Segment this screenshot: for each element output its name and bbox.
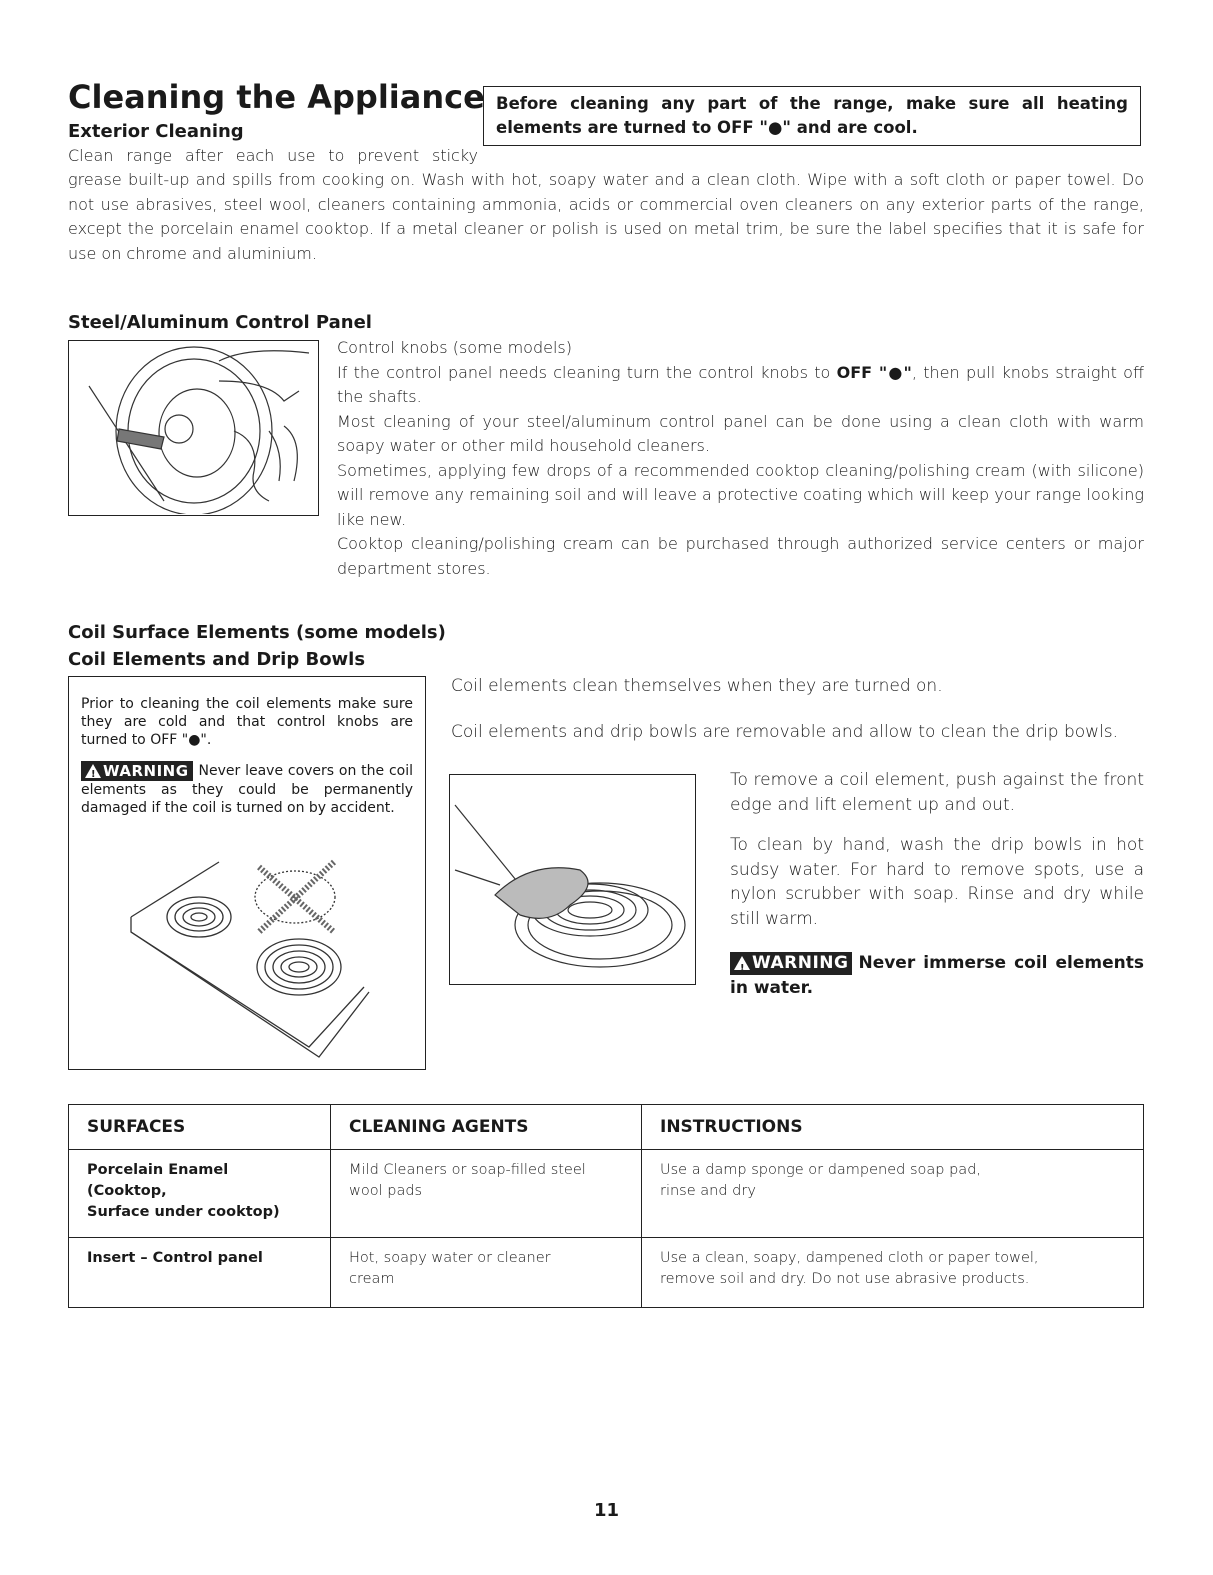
coil-p2: Coil elements and drip bowls are removable and allow to clean the drip bowls.: [451, 722, 1119, 742]
control-panel-p5: Cooktop cleaning/polishing cream can be purchased through authorized service centers or major department stores.: [337, 534, 1144, 578]
coil-warning2: [730, 951, 1144, 1000]
control-panel-p2: [337, 361, 1144, 410]
coil-box-warning: [81, 761, 413, 817]
off-label: OFF "●": [836, 362, 912, 382]
cell-surface: Insert – Control panel: [69, 1238, 331, 1308]
warning-triangle-icon: [85, 764, 101, 778]
table-row: [69, 1238, 1144, 1308]
drip-bowls-heading: Coil Elements and Drip Bowls: [68, 649, 366, 670]
coil-p3: To remove a coil element, push against the front edge and lift element up and out.: [730, 770, 1144, 815]
table-row: [69, 1150, 1144, 1238]
coil-removal-drawing: [450, 775, 694, 983]
coil-box-warning-text: Never leave covers on the coil elements as they could be permanently damaged if the coil is turned on by accident.: [81, 763, 413, 816]
control-panel-p3: Most cleaning of your steel/aluminum control panel can be done using a clean cloth with warm soapy water or other mild household cleaners.: [337, 411, 1144, 455]
coil-p4: To clean by hand, wash the drip bowls in hot sudsy water. For hard to remove spots, use a nylon scrubber with soap. Rinse and dry while still warm.: [730, 835, 1144, 929]
exterior-text: grease built-up and spills from cooking on. Wash with hot, soapy water and a clean cloth. Wipe with a soft cloth or paper towel. Do not use abrasives, steel wool, cleaners containing ammonia, acids or commercial oven cleaners on any exterior parts of the range, except the porcelain enamel cooktop. If a metal cleaner or polish is used on metal trim, be sure the label specifies that it is safe for use on chrome and aluminium.: [68, 170, 1144, 263]
control-panel-p4: Sometimes, applying few drops of a recommended cooktop cleaning/polishing cream (with silicone) will remove any remaining soil and will leave a protective coating which will keep your range looking like new.: [337, 460, 1144, 529]
header-instructions: INSTRUCTIONS: [642, 1105, 1144, 1150]
cleaning-table: [68, 1104, 1144, 1308]
prohibited-cover-icon: [259, 862, 334, 932]
coil-removal-illustration: [449, 774, 696, 985]
hand-icon: [495, 868, 588, 919]
safety-callout: Before cleaning any part of the range, make sure all heating elements are turned to OFF "●" and are cool.: [483, 86, 1141, 146]
cell-agent: Hot, soapy water or cleaner cream: [331, 1238, 642, 1308]
warning-badge: [81, 761, 193, 781]
coil-heading: Coil Surface Elements (some models): [68, 622, 446, 643]
header-cleaning-agents: CLEANING AGENTS: [331, 1105, 642, 1150]
warning-label-2: WARNING: [752, 952, 849, 973]
header-surfaces: SURFACES: [69, 1105, 331, 1150]
page-title: Cleaning the Appliance: [68, 78, 485, 116]
coil-box-text: Prior to cleaning the coil elements make sure they are cold and that control knobs are turned to OFF "●".: [81, 696, 413, 748]
coil-warning2-text: Never immerse coil elements in water.: [730, 953, 1144, 998]
cell-surface: Porcelain Enamel (Cooktop, Surface under cooktop): [69, 1150, 331, 1238]
cell-instruction: Use a clean, soapy, dampened cloth or paper towel, remove soil and dry. Do not use abrasive products.: [642, 1238, 1144, 1308]
cell-agent: Mild Cleaners or soap-filled steel wool pads: [331, 1150, 642, 1238]
exterior-cleaning-heading: Exterior Cleaning: [68, 121, 244, 142]
coil-element-2-icon: [257, 939, 341, 995]
warning-triangle-icon-2: [734, 956, 750, 970]
cell-instruction: Use a damp sponge or dampened soap pad, rinse and dry: [642, 1150, 1144, 1238]
exterior-text-line1: Clean range after each use to prevent sticky: [68, 146, 478, 165]
cooktop-coil-drawing: [119, 857, 419, 1062]
page-number: 11: [593, 1500, 620, 1521]
control-knob-illustration: [68, 340, 319, 516]
coil-element-1-icon: [167, 897, 231, 937]
control-panel-text: [337, 336, 1144, 581]
coil-p1: Coil elements clean themselves when they are turned on.: [451, 676, 943, 696]
control-panel-p1: Control knobs (some models): [337, 338, 572, 357]
p2-text-a: If the control panel needs cleaning turn the control knobs to: [337, 362, 837, 382]
coil-instructions: [730, 768, 1144, 1000]
knob-removal-drawing: [69, 341, 317, 514]
table-header-row: [69, 1105, 1144, 1150]
control-panel-heading: Steel/Aluminum Control Panel: [68, 312, 372, 333]
warning-badge-2: [730, 952, 852, 975]
coil-warning-box: [68, 676, 426, 1070]
warning-label: WARNING: [103, 762, 189, 780]
p2-text-b: , then pull knobs straight off the shafts.: [337, 362, 1144, 406]
